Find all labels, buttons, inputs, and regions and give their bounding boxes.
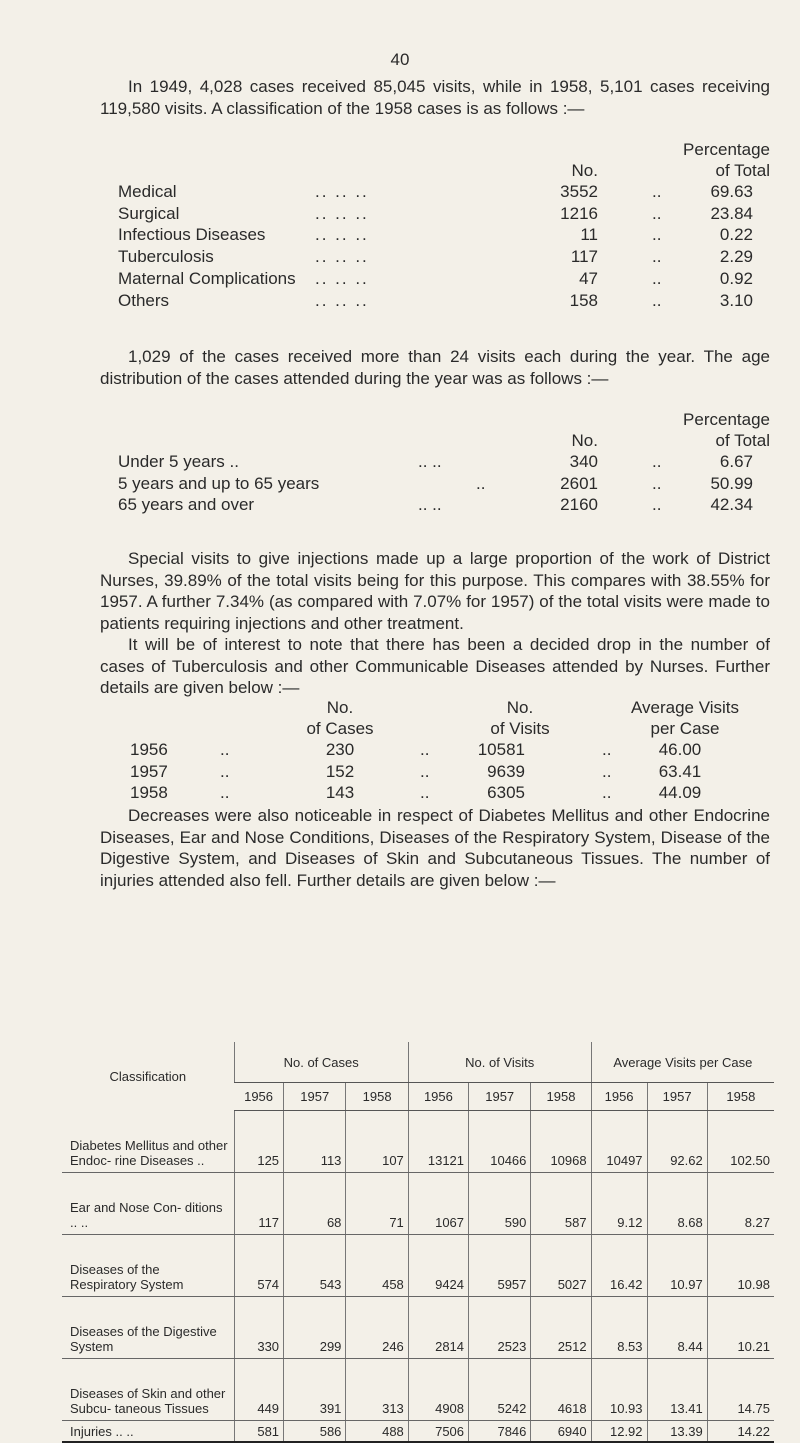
value-cell: 2814 <box>408 1297 468 1359</box>
age-group-dots: .. <box>652 495 662 515</box>
value-cell: 125 <box>234 1111 283 1173</box>
value-cell: 2523 <box>469 1297 531 1359</box>
intro-paragraph: In 1949, 4,028 cases received 85,045 visits, while in 1958, 5,101 cases receiving 119,580 visits. A classification of the 1958 cases is as follows :— <box>100 77 770 118</box>
value-cell: 10497 <box>591 1111 647 1173</box>
t3-h-cases-1: No. <box>326 698 354 717</box>
paragraph-2: 1,029 of the cases received more than 24 visits each during the year. The age distribution of the cases attended during the year was as follows :— <box>100 347 770 388</box>
classification-label: Infectious Diseases <box>118 225 266 245</box>
year-header: 1958 <box>531 1083 591 1111</box>
paragraph-5: Decreases were also noticeable in respect of Diabetes Mellitus and other Endocrine Diseases, Ear and Nose Conditions, Diseases of the Respiratory System, Disease of the Digestive System, and Diseases of Skin and Subcutaneous Tissues. The number of injuries attended also fell. Further details are given below :— <box>100 806 770 890</box>
value-cell: 313 <box>346 1359 408 1421</box>
classification-dots: .. .. .. <box>315 247 369 267</box>
classification-dots: .. <box>652 225 662 245</box>
classification-percentage: 3.10 <box>719 290 753 310</box>
table-row <box>62 1173 774 1235</box>
year-dots: .. <box>602 761 612 781</box>
value-cell: 9.12 <box>591 1173 647 1235</box>
year-dots: .. <box>420 740 430 759</box>
age-group-label: Under 5 years .. <box>118 452 239 471</box>
value-cell: 587 <box>531 1173 591 1235</box>
year-visits: 10581 <box>477 740 525 759</box>
age-group-count: 2160 <box>560 495 598 515</box>
age-group-label: 5 years and up to 65 years <box>118 473 320 493</box>
value-cell: 330 <box>234 1297 283 1359</box>
classification-cell: Injuries .. .. <box>62 1421 234 1443</box>
classification-dots: .. .. .. <box>315 225 369 245</box>
classification-cell: Ear and Nose Con- ditions .. .. <box>62 1173 234 1235</box>
age-group-count: 340 <box>569 452 598 471</box>
t4-h-classification: Classification <box>109 1068 187 1084</box>
t1-header-no: No. <box>571 161 598 180</box>
classification-count: 11 <box>580 225 598 245</box>
t4-h-avg: Average Visits per Case <box>591 1042 774 1083</box>
paragraph-4: It will be of interest to note that there has been a decided drop in the number of cases of Tuberculosis and other Communicable Diseases attended by Nurses. Further details are given below :— <box>100 635 770 697</box>
value-cell: 14.75 <box>707 1359 774 1421</box>
year-header: 1957 <box>647 1083 707 1111</box>
year-average: 44.09 <box>658 783 702 803</box>
classification-dots: .. <box>652 203 662 223</box>
t1-header-pct-1: Percentage <box>683 140 770 159</box>
year-average: 63.41 <box>658 761 702 781</box>
year-dots: .. <box>220 783 230 803</box>
value-cell: 8.53 <box>591 1297 647 1359</box>
value-cell: 10466 <box>469 1111 531 1173</box>
age-group-dots: .. <box>652 473 662 493</box>
classification-label: Medical <box>118 182 177 201</box>
value-cell: 9424 <box>408 1235 468 1297</box>
value-cell: 6940 <box>531 1421 591 1443</box>
age-group-dots: .. <box>652 452 662 471</box>
classification-percentage: 2.29 <box>719 247 753 267</box>
year-label: 1958 <box>130 783 168 803</box>
value-cell: 13.39 <box>647 1421 707 1443</box>
value-cell: 10.21 <box>707 1297 774 1359</box>
year-cases: 143 <box>325 783 355 803</box>
t2-header-pct-2: of Total <box>715 431 770 450</box>
value-cell: 4908 <box>408 1359 468 1421</box>
year-dots: .. <box>602 783 612 803</box>
value-cell: 10968 <box>531 1111 591 1173</box>
year-visits: 6305 <box>487 783 525 803</box>
year-label: 1957 <box>130 761 168 781</box>
age-group-label: 65 years and over <box>118 495 255 515</box>
year-visits: 9639 <box>487 761 525 781</box>
value-cell: 391 <box>284 1359 346 1421</box>
value-cell: 458 <box>346 1235 408 1297</box>
classification-count: 47 <box>579 268 598 288</box>
page-number: 40 <box>390 50 410 69</box>
value-cell: 13121 <box>408 1111 468 1173</box>
paragraph-3: Special visits to give injections made up a large proportion of the work of District Nurses, 39.89% of the total visits being for this purpose. This compares with 38.55% for 1957. A further 7.34% (as compared with 7.07% for 1957) of the total visits were made to patients requiring injections and other treatment. <box>100 549 770 633</box>
age-group-percentage: 50.99 <box>710 473 753 493</box>
classification-percentage: 0.92 <box>719 268 753 288</box>
classification-dots: .. .. .. <box>315 182 369 201</box>
value-cell: 10.93 <box>591 1359 647 1421</box>
table-row <box>62 1421 774 1443</box>
value-cell: 586 <box>284 1421 346 1443</box>
value-cell: 117 <box>234 1173 283 1235</box>
age-group-percentage: 42.34 <box>710 495 753 515</box>
value-cell: 10.97 <box>647 1235 707 1297</box>
classification-cell: Diseases of the Respiratory System <box>62 1235 234 1297</box>
value-cell: 8.68 <box>647 1173 707 1235</box>
year-header: 1956 <box>234 1083 283 1111</box>
table-row <box>62 1111 774 1173</box>
classification-dots: .. <box>652 247 662 267</box>
value-cell: 2512 <box>531 1297 591 1359</box>
age-group-percentage: 6.67 <box>719 452 753 471</box>
value-cell: 5957 <box>469 1235 531 1297</box>
value-cell: 13.41 <box>647 1359 707 1421</box>
disease-comparison-table <box>62 1042 774 1443</box>
t3-h-cases-2: of Cases <box>306 719 374 738</box>
classification-cell: Diseases of the Digestive System <box>62 1297 234 1359</box>
year-dots: .. <box>602 740 612 759</box>
value-cell: 4618 <box>531 1359 591 1421</box>
year-header: 1957 <box>284 1083 346 1111</box>
value-cell: 68 <box>284 1173 346 1235</box>
value-cell: 543 <box>284 1235 346 1297</box>
table-row <box>62 1235 774 1297</box>
classification-cell: Diseases of Skin and other Subcu- taneous Tissues <box>62 1359 234 1421</box>
value-cell: 7506 <box>408 1421 468 1443</box>
value-cell: 5027 <box>531 1235 591 1297</box>
value-cell: 12.92 <box>591 1421 647 1443</box>
t2-header-pct-1: Percentage <box>683 410 770 429</box>
classification-percentage: 23.84 <box>710 203 753 223</box>
year-average: 46.00 <box>658 740 702 759</box>
value-cell: 299 <box>284 1297 346 1359</box>
age-group-dots: .. .. <box>418 495 442 515</box>
value-cell: 113 <box>284 1111 346 1173</box>
year-dots: .. <box>220 740 230 759</box>
age-group-dots: .. .. <box>418 452 442 471</box>
year-dots: .. <box>220 761 230 781</box>
value-cell: 449 <box>234 1359 283 1421</box>
value-cell: 1067 <box>408 1173 468 1235</box>
value-cell: 16.42 <box>591 1235 647 1297</box>
value-cell: 102.50 <box>707 1111 774 1173</box>
year-dots: .. <box>420 783 430 803</box>
year-cases: 230 <box>325 740 355 759</box>
classification-count: 158 <box>569 290 598 310</box>
value-cell: 5242 <box>469 1359 531 1421</box>
value-cell: 71 <box>346 1173 408 1235</box>
classification-dots: .. .. .. <box>315 268 369 288</box>
value-cell: 92.62 <box>647 1111 707 1173</box>
value-cell: 8.44 <box>647 1297 707 1359</box>
classification-label: Surgical <box>118 203 180 223</box>
classification-count: 117 <box>570 247 598 267</box>
classification-count: 3552 <box>560 182 598 201</box>
classification-cell: Diabetes Mellitus and other Endoc- rine Diseases .. <box>62 1111 234 1173</box>
classification-dots: .. <box>652 290 662 310</box>
classification-label: Tuberculosis <box>118 247 214 267</box>
t3-h-avg-1: Average Visits <box>630 698 740 717</box>
age-group-dots: .. <box>476 473 486 493</box>
classification-label: Others <box>118 290 170 310</box>
year-header: 1958 <box>346 1083 408 1111</box>
year-header: 1958 <box>707 1083 774 1111</box>
year-dots: .. <box>420 761 430 781</box>
classification-dots: .. .. .. <box>315 203 369 223</box>
classification-dots: .. .. .. <box>315 290 369 310</box>
value-cell: 581 <box>234 1421 283 1443</box>
t4-h-visits: No. of Visits <box>408 1042 591 1083</box>
age-group-count: 2601 <box>560 473 598 493</box>
classification-percentage: 69.63 <box>710 182 753 201</box>
value-cell: 107 <box>346 1111 408 1173</box>
year-label: 1956 <box>130 740 168 759</box>
t1-header-pct-2: of Total <box>715 161 770 180</box>
classification-dots: .. <box>652 182 662 201</box>
t3-h-avg-2: per Case <box>650 719 720 738</box>
year-header: 1957 <box>469 1083 531 1111</box>
year-header: 1956 <box>408 1083 468 1111</box>
t3-h-visits-2: of Visits <box>490 719 550 738</box>
classification-dots: .. <box>652 268 662 288</box>
year-header: 1956 <box>591 1083 647 1111</box>
value-cell: 488 <box>346 1421 408 1443</box>
value-cell: 246 <box>346 1297 408 1359</box>
classification-percentage: 0.22 <box>719 225 753 245</box>
value-cell: 10.98 <box>707 1235 774 1297</box>
year-cases: 152 <box>325 761 355 781</box>
t4-h-cases: No. of Cases <box>234 1042 408 1083</box>
value-cell: 7846 <box>469 1421 531 1443</box>
table-row <box>62 1297 774 1359</box>
t2-header-no: No. <box>571 431 598 450</box>
classification-label: Maternal Complications <box>118 268 296 288</box>
value-cell: 14.22 <box>707 1421 774 1443</box>
value-cell: 590 <box>469 1173 531 1235</box>
table-row <box>62 1359 774 1421</box>
value-cell: 8.27 <box>707 1173 774 1235</box>
t3-h-visits-1: No. <box>506 698 534 717</box>
value-cell: 574 <box>234 1235 283 1297</box>
classification-count: 1216 <box>560 203 598 223</box>
